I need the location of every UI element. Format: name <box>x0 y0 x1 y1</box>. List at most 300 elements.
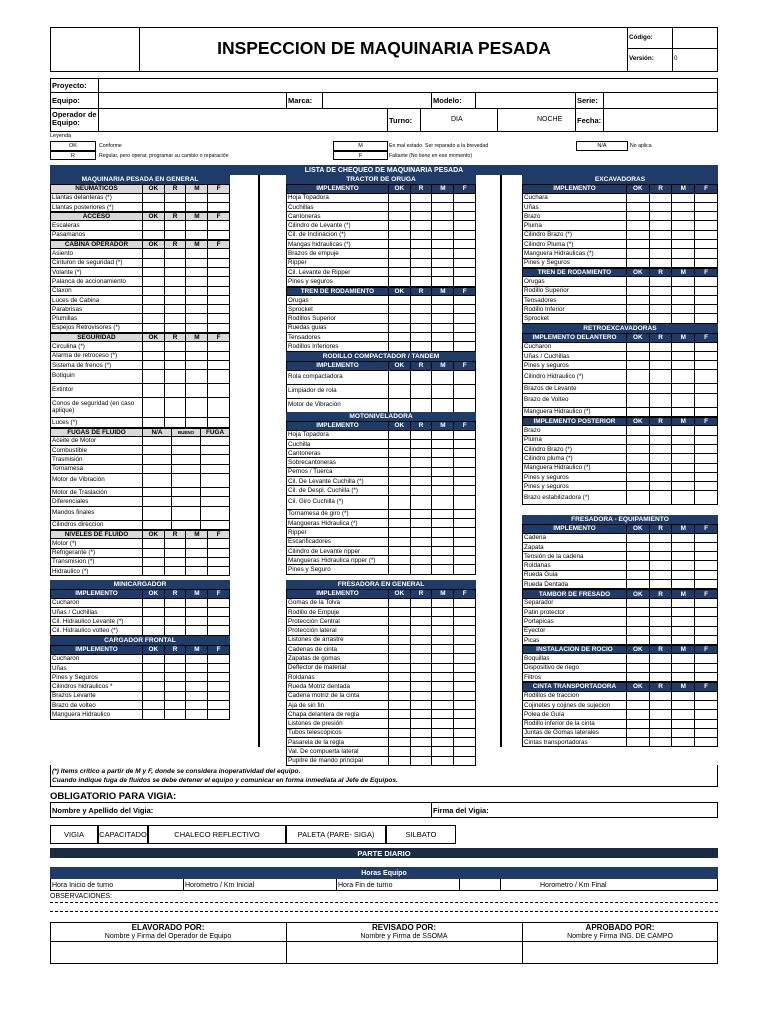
check-cell-ok[interactable] <box>388 399 410 412</box>
check-cell-bueno[interactable] <box>171 497 200 505</box>
check-cell-m[interactable] <box>185 655 207 663</box>
check-cell-m[interactable] <box>671 552 694 560</box>
check-cell-f[interactable] <box>453 468 475 476</box>
check-cell-r[interactable] <box>164 599 186 607</box>
check-cell-m[interactable] <box>185 692 207 700</box>
check-cell-f[interactable] <box>694 370 717 383</box>
check-cell-ok[interactable] <box>626 426 649 434</box>
check-cell-ok[interactable] <box>388 519 410 527</box>
check-cell-m[interactable] <box>185 558 207 566</box>
check-cell-m[interactable] <box>431 556 453 564</box>
check-cell-ok[interactable] <box>142 287 164 295</box>
check-cell-m[interactable] <box>185 617 207 625</box>
check-cell-ok[interactable] <box>388 673 410 681</box>
check-cell-ok[interactable] <box>626 436 649 444</box>
check-cell-r[interactable] <box>164 352 186 360</box>
check-cell-m[interactable] <box>671 394 694 407</box>
check-cell-f[interactable] <box>453 221 475 229</box>
check-cell-f[interactable] <box>694 571 717 579</box>
check-cell-f[interactable] <box>453 431 475 439</box>
check-cell-f[interactable] <box>694 561 717 569</box>
check-cell-ok[interactable] <box>142 324 164 332</box>
check-cell-bueno[interactable] <box>171 488 200 496</box>
check-cell-m[interactable] <box>431 673 453 681</box>
check-cell-ok[interactable] <box>142 418 164 426</box>
check-cell-ok[interactable] <box>388 645 410 653</box>
check-cell-f[interactable] <box>207 361 229 369</box>
marca-field[interactable] <box>323 93 430 107</box>
vigia-check-capacitado[interactable]: CAPACITADO <box>98 825 148 844</box>
check-cell-m[interactable] <box>671 352 694 360</box>
check-cell-r[interactable] <box>164 342 186 350</box>
check-cell-r[interactable] <box>410 203 432 211</box>
check-cell-f[interactable] <box>694 259 717 267</box>
check-cell-r[interactable] <box>649 738 672 746</box>
vigia-check-paleta[interactable]: PALETA (PARE- SIGA) <box>286 825 386 844</box>
check-cell-m[interactable] <box>431 599 453 607</box>
check-cell-ok[interactable] <box>626 464 649 472</box>
check-cell-r[interactable] <box>649 617 672 625</box>
observaciones-line-2[interactable] <box>50 911 718 912</box>
check-cell-m[interactable] <box>431 194 453 202</box>
check-cell-f[interactable] <box>453 231 475 239</box>
check-cell-r[interactable] <box>410 556 432 564</box>
check-cell-f[interactable] <box>694 473 717 481</box>
check-cell-r[interactable] <box>410 510 432 518</box>
check-cell-f[interactable] <box>453 692 475 700</box>
check-cell-r[interactable] <box>410 682 432 690</box>
check-cell-f[interactable] <box>453 477 475 485</box>
check-cell-m[interactable] <box>431 510 453 518</box>
check-cell-r[interactable] <box>164 287 186 295</box>
check-cell-r[interactable] <box>410 399 432 412</box>
check-cell-r[interactable] <box>649 352 672 360</box>
check-cell-ok[interactable] <box>142 398 164 417</box>
check-cell-r[interactable] <box>649 552 672 560</box>
check-cell-m[interactable] <box>431 240 453 248</box>
check-cell-ok[interactable] <box>626 361 649 369</box>
check-cell-fuga[interactable] <box>200 497 229 505</box>
check-cell-ok[interactable] <box>388 268 410 276</box>
check-cell-bueno[interactable] <box>171 465 200 473</box>
check-cell-ok[interactable] <box>626 221 649 229</box>
check-cell-ok[interactable] <box>626 287 649 295</box>
check-cell-ok[interactable] <box>626 617 649 625</box>
check-cell-f[interactable] <box>694 692 717 700</box>
check-cell-f[interactable] <box>207 682 229 690</box>
check-cell-m[interactable] <box>185 567 207 575</box>
check-cell-ok[interactable] <box>388 729 410 737</box>
check-cell-ok[interactable] <box>388 458 410 466</box>
check-cell-ok[interactable] <box>388 510 410 518</box>
check-cell-ok[interactable] <box>142 599 164 607</box>
check-cell-m[interactable] <box>431 496 453 509</box>
check-cell-r[interactable] <box>410 268 432 276</box>
check-cell-m[interactable] <box>671 212 694 220</box>
check-cell-f[interactable] <box>453 599 475 607</box>
check-cell-m[interactable] <box>431 277 453 285</box>
check-cell-f[interactable] <box>207 567 229 575</box>
check-cell-m[interactable] <box>185 599 207 607</box>
check-cell-r[interactable] <box>410 296 432 304</box>
turno-noche-option[interactable]: NOCHE <box>537 116 563 123</box>
check-cell-m[interactable] <box>431 477 453 485</box>
check-cell-r[interactable] <box>410 314 432 322</box>
check-cell-ok[interactable] <box>626 720 649 728</box>
check-cell-m[interactable] <box>185 673 207 681</box>
check-cell-f[interactable] <box>453 259 475 267</box>
check-cell-f[interactable] <box>207 231 229 239</box>
vigia-check-silbato[interactable]: SILBATO <box>386 825 456 844</box>
check-cell-n-a[interactable] <box>142 497 171 505</box>
check-cell-m[interactable] <box>671 305 694 313</box>
check-cell-ok[interactable] <box>626 710 649 718</box>
check-cell-r[interactable] <box>649 673 672 681</box>
check-cell-f[interactable] <box>694 617 717 625</box>
check-cell-m[interactable] <box>185 221 207 229</box>
check-cell-ok[interactable] <box>626 654 649 662</box>
check-cell-ok[interactable] <box>626 599 649 607</box>
check-cell-n-a[interactable] <box>142 474 171 487</box>
check-cell-r[interactable] <box>410 654 432 662</box>
check-cell-r[interactable] <box>164 203 186 211</box>
check-cell-ok[interactable] <box>388 682 410 690</box>
check-cell-r[interactable] <box>649 296 672 304</box>
check-cell-f[interactable] <box>453 342 475 350</box>
check-cell-f[interactable] <box>694 738 717 746</box>
check-cell-f[interactable] <box>453 701 475 709</box>
check-cell-f[interactable] <box>694 534 717 542</box>
check-cell-f[interactable] <box>694 296 717 304</box>
check-cell-m[interactable] <box>431 608 453 616</box>
check-cell-f[interactable] <box>453 519 475 527</box>
check-cell-r[interactable] <box>649 394 672 407</box>
check-cell-ok[interactable] <box>388 547 410 555</box>
check-cell-f[interactable] <box>453 556 475 564</box>
check-cell-r[interactable] <box>410 477 432 485</box>
check-cell-r[interactable] <box>649 464 672 472</box>
check-cell-r[interactable] <box>164 296 186 304</box>
check-cell-m[interactable] <box>671 259 694 267</box>
serie-field[interactable] <box>604 93 717 107</box>
check-cell-ok[interactable] <box>388 259 410 267</box>
check-cell-fuga[interactable] <box>200 455 229 463</box>
check-cell-f[interactable] <box>694 305 717 313</box>
check-cell-f[interactable] <box>207 701 229 709</box>
modelo-field[interactable] <box>476 93 574 107</box>
check-cell-m[interactable] <box>185 231 207 239</box>
check-cell-f[interactable] <box>453 440 475 448</box>
check-cell-ok[interactable] <box>142 194 164 202</box>
check-cell-m[interactable] <box>185 664 207 672</box>
check-cell-f[interactable] <box>453 654 475 662</box>
check-cell-f[interactable] <box>207 305 229 313</box>
check-cell-ok[interactable] <box>388 757 410 765</box>
check-cell-m[interactable] <box>671 482 694 490</box>
check-cell-m[interactable] <box>185 194 207 202</box>
check-cell-r[interactable] <box>410 747 432 755</box>
check-cell-f[interactable] <box>453 528 475 536</box>
check-cell-r[interactable] <box>649 599 672 607</box>
check-cell-r[interactable] <box>410 333 432 341</box>
check-cell-fuga[interactable] <box>200 521 229 529</box>
check-cell-f[interactable] <box>453 203 475 211</box>
check-cell-r[interactable] <box>649 482 672 490</box>
check-cell-m[interactable] <box>185 259 207 267</box>
check-cell-r[interactable] <box>649 426 672 434</box>
check-cell-m[interactable] <box>671 426 694 434</box>
check-cell-r[interactable] <box>164 259 186 267</box>
check-cell-r[interactable] <box>649 343 672 351</box>
check-cell-ok[interactable] <box>388 599 410 607</box>
check-cell-ok[interactable] <box>142 268 164 276</box>
check-cell-ok[interactable] <box>142 664 164 672</box>
check-cell-r[interactable] <box>649 534 672 542</box>
check-cell-m[interactable] <box>431 314 453 322</box>
check-cell-r[interactable] <box>649 561 672 569</box>
check-cell-r[interactable] <box>649 370 672 383</box>
check-cell-ok[interactable] <box>388 486 410 494</box>
check-cell-r[interactable] <box>164 314 186 322</box>
check-cell-ok[interactable] <box>626 543 649 551</box>
check-cell-m[interactable] <box>671 701 694 709</box>
check-cell-ok[interactable] <box>388 333 410 341</box>
check-cell-ok[interactable] <box>626 277 649 285</box>
check-cell-ok[interactable] <box>388 449 410 457</box>
check-cell-r[interactable] <box>410 305 432 313</box>
check-cell-f[interactable] <box>453 626 475 634</box>
check-cell-f[interactable] <box>453 268 475 276</box>
check-cell-ok[interactable] <box>142 352 164 360</box>
check-cell-f[interactable] <box>453 636 475 644</box>
check-cell-r[interactable] <box>649 729 672 737</box>
check-cell-ok[interactable] <box>388 194 410 202</box>
check-cell-ok[interactable] <box>388 231 410 239</box>
check-cell-r[interactable] <box>649 580 672 588</box>
check-cell-m[interactable] <box>185 314 207 322</box>
check-cell-r[interactable] <box>410 710 432 718</box>
check-cell-m[interactable] <box>431 626 453 634</box>
check-cell-ok[interactable] <box>388 565 410 573</box>
check-cell-m[interactable] <box>431 371 453 384</box>
check-cell-ok[interactable] <box>388 556 410 564</box>
check-cell-ok[interactable] <box>388 371 410 384</box>
check-cell-m[interactable] <box>431 519 453 527</box>
check-cell-m[interactable] <box>671 599 694 607</box>
check-cell-f[interactable] <box>453 249 475 257</box>
check-cell-ok[interactable] <box>142 701 164 709</box>
check-cell-f[interactable] <box>453 565 475 573</box>
check-cell-f[interactable] <box>694 701 717 709</box>
check-cell-r[interactable] <box>649 408 672 416</box>
check-cell-r[interactable] <box>164 231 186 239</box>
check-cell-r[interactable] <box>649 454 672 462</box>
firma-revisado-field[interactable] <box>287 942 521 963</box>
check-cell-r[interactable] <box>649 473 672 481</box>
check-cell-fuga[interactable] <box>200 488 229 496</box>
check-cell-r[interactable] <box>410 645 432 653</box>
check-cell-f[interactable] <box>453 747 475 755</box>
check-cell-ok[interactable] <box>626 352 649 360</box>
check-cell-f[interactable] <box>207 384 229 397</box>
check-cell-r[interactable] <box>164 418 186 426</box>
check-cell-m[interactable] <box>671 408 694 416</box>
check-cell-f[interactable] <box>453 547 475 555</box>
check-cell-f[interactable] <box>453 496 475 509</box>
check-cell-ok[interactable] <box>388 701 410 709</box>
check-cell-m[interactable] <box>185 361 207 369</box>
check-cell-m[interactable] <box>185 305 207 313</box>
check-cell-m[interactable] <box>431 547 453 555</box>
check-cell-m[interactable] <box>671 729 694 737</box>
check-cell-f[interactable] <box>453 333 475 341</box>
check-cell-f[interactable] <box>453 710 475 718</box>
check-cell-r[interactable] <box>410 547 432 555</box>
check-cell-bueno[interactable] <box>171 521 200 529</box>
check-cell-m[interactable] <box>431 305 453 313</box>
check-cell-ok[interactable] <box>626 473 649 481</box>
check-cell-f[interactable] <box>694 491 717 504</box>
check-cell-fuga[interactable] <box>200 446 229 454</box>
check-cell-m[interactable] <box>185 626 207 634</box>
check-cell-f[interactable] <box>694 384 717 392</box>
check-cell-ok[interactable] <box>142 692 164 700</box>
check-cell-f[interactable] <box>453 399 475 412</box>
check-cell-ok[interactable] <box>388 296 410 304</box>
check-cell-f[interactable] <box>694 203 717 211</box>
check-cell-ok[interactable] <box>142 342 164 350</box>
check-cell-ok[interactable] <box>142 370 164 383</box>
check-cell-r[interactable] <box>410 673 432 681</box>
check-cell-m[interactable] <box>185 203 207 211</box>
check-cell-f[interactable] <box>694 352 717 360</box>
check-cell-r[interactable] <box>164 710 186 718</box>
check-cell-ok[interactable] <box>388 608 410 616</box>
check-cell-f[interactable] <box>207 203 229 211</box>
check-cell-f[interactable] <box>453 673 475 681</box>
check-cell-ok[interactable] <box>626 692 649 700</box>
check-cell-r[interactable] <box>649 203 672 211</box>
check-cell-r[interactable] <box>649 491 672 504</box>
check-cell-r[interactable] <box>410 468 432 476</box>
check-cell-f[interactable] <box>207 268 229 276</box>
check-cell-m[interactable] <box>671 673 694 681</box>
check-cell-f[interactable] <box>207 692 229 700</box>
check-cell-f[interactable] <box>694 394 717 407</box>
check-cell-f[interactable] <box>453 212 475 220</box>
check-cell-r[interactable] <box>410 458 432 466</box>
check-cell-m[interactable] <box>671 720 694 728</box>
check-cell-f[interactable] <box>694 627 717 635</box>
check-cell-ok[interactable] <box>142 259 164 267</box>
check-cell-f[interactable] <box>694 408 717 416</box>
check-cell-m[interactable] <box>431 738 453 746</box>
check-cell-m[interactable] <box>185 352 207 360</box>
check-cell-r[interactable] <box>164 549 186 557</box>
check-cell-ok[interactable] <box>388 692 410 700</box>
check-cell-m[interactable] <box>185 549 207 557</box>
check-cell-ok[interactable] <box>388 496 410 509</box>
check-cell-f[interactable] <box>694 580 717 588</box>
check-cell-f[interactable] <box>207 324 229 332</box>
check-cell-f[interactable] <box>207 194 229 202</box>
check-cell-f[interactable] <box>453 194 475 202</box>
check-cell-ok[interactable] <box>626 454 649 462</box>
check-cell-r[interactable] <box>410 701 432 709</box>
check-cell-ok[interactable] <box>388 617 410 625</box>
check-cell-ok[interactable] <box>626 231 649 239</box>
check-cell-r[interactable] <box>410 486 432 494</box>
check-cell-m[interactable] <box>431 440 453 448</box>
check-cell-m[interactable] <box>185 710 207 718</box>
check-cell-r[interactable] <box>410 496 432 509</box>
check-cell-ok[interactable] <box>626 729 649 737</box>
check-cell-r[interactable] <box>410 719 432 727</box>
check-cell-r[interactable] <box>649 445 672 453</box>
check-cell-m[interactable] <box>431 645 453 653</box>
check-cell-ok[interactable] <box>142 361 164 369</box>
check-cell-ok[interactable] <box>388 664 410 672</box>
check-cell-r[interactable] <box>164 324 186 332</box>
check-cell-fuga[interactable] <box>200 437 229 445</box>
check-cell-m[interactable] <box>671 491 694 504</box>
check-cell-m[interactable] <box>185 701 207 709</box>
check-cell-ok[interactable] <box>142 673 164 681</box>
check-cell-r[interactable] <box>164 682 186 690</box>
check-cell-m[interactable] <box>671 464 694 472</box>
check-cell-ok[interactable] <box>142 384 164 397</box>
check-cell-ok[interactable] <box>142 549 164 557</box>
check-cell-m[interactable] <box>671 534 694 542</box>
check-cell-ok[interactable] <box>142 539 164 547</box>
check-cell-m[interactable] <box>185 608 207 616</box>
equipo-field[interactable] <box>99 93 285 107</box>
check-cell-r[interactable] <box>410 277 432 285</box>
check-cell-m[interactable] <box>671 664 694 672</box>
check-cell-r[interactable] <box>410 231 432 239</box>
check-cell-r[interactable] <box>649 384 672 392</box>
check-cell-m[interactable] <box>431 565 453 573</box>
check-cell-m[interactable] <box>185 384 207 397</box>
check-cell-r[interactable] <box>649 240 672 248</box>
check-cell-m[interactable] <box>185 342 207 350</box>
check-cell-r[interactable] <box>410 371 432 384</box>
check-cell-f[interactable] <box>694 636 717 644</box>
check-cell-ok[interactable] <box>626 738 649 746</box>
check-cell-r[interactable] <box>649 436 672 444</box>
check-cell-f[interactable] <box>453 719 475 727</box>
check-cell-f[interactable] <box>694 361 717 369</box>
check-cell-f[interactable] <box>453 449 475 457</box>
check-cell-f[interactable] <box>453 385 475 398</box>
check-cell-m[interactable] <box>671 384 694 392</box>
check-cell-m[interactable] <box>431 385 453 398</box>
check-cell-n-a[interactable] <box>142 437 171 445</box>
check-cell-m[interactable] <box>431 729 453 737</box>
check-cell-f[interactable] <box>207 549 229 557</box>
check-cell-ok[interactable] <box>626 212 649 220</box>
check-cell-ok[interactable] <box>388 538 410 546</box>
check-cell-r[interactable] <box>649 654 672 662</box>
check-cell-m[interactable] <box>671 203 694 211</box>
check-cell-f[interactable] <box>453 277 475 285</box>
check-cell-r[interactable] <box>164 673 186 681</box>
operador-field[interactable] <box>99 109 386 131</box>
check-cell-f[interactable] <box>694 231 717 239</box>
check-cell-ok[interactable] <box>142 626 164 634</box>
check-cell-f[interactable] <box>453 664 475 672</box>
check-cell-m[interactable] <box>431 449 453 457</box>
